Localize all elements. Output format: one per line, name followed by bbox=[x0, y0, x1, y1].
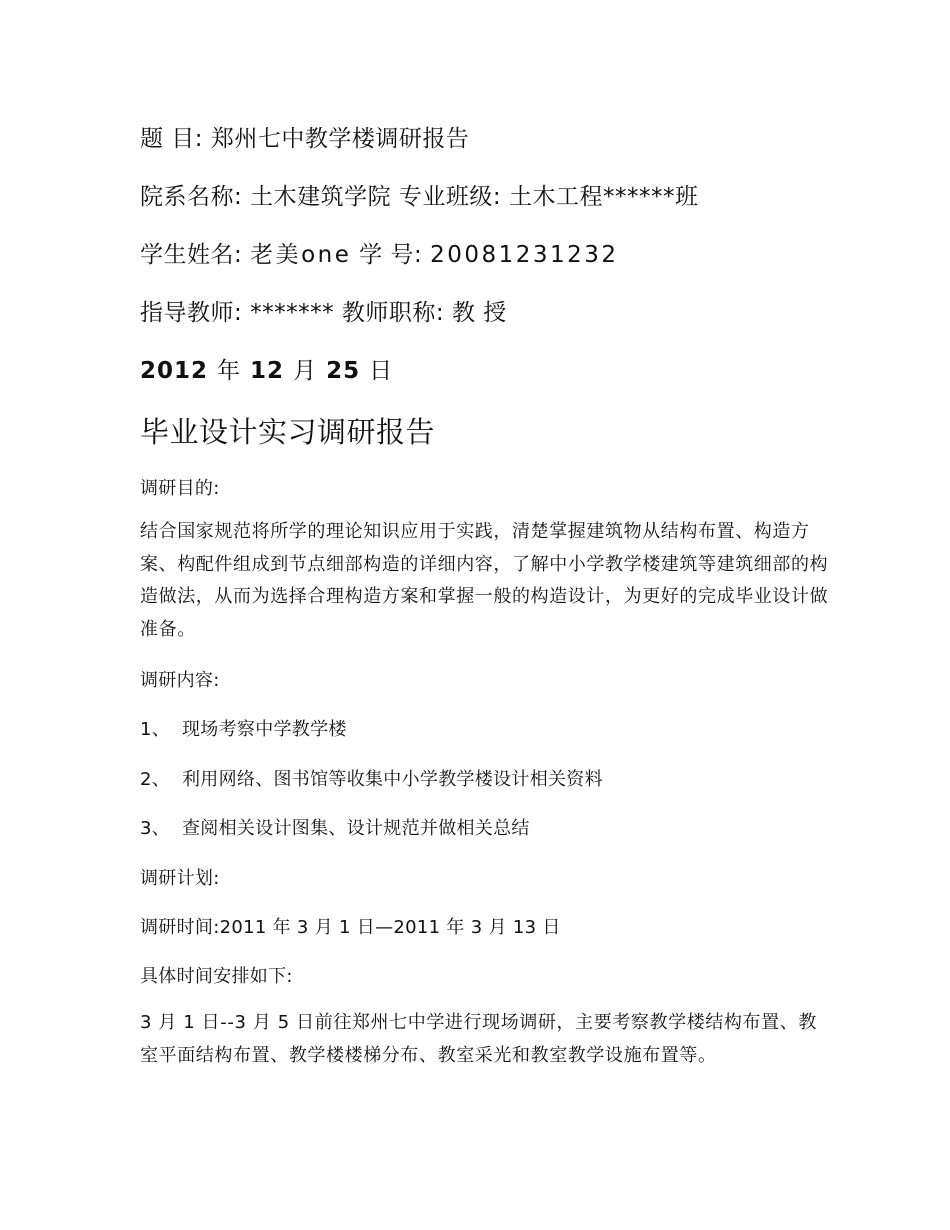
report-title: 毕业设计实习调研报告 bbox=[140, 415, 436, 449]
date-day-unit: 日 bbox=[369, 358, 394, 384]
student-name-label: 学生姓名: bbox=[140, 242, 251, 268]
class-label: 专业班级: bbox=[391, 184, 509, 210]
content-item-text: 查阅相关设计图集、设计规范并做相关总结 bbox=[182, 818, 530, 839]
student-id-label: 学 号: bbox=[351, 242, 431, 268]
advisor-value: ******* bbox=[250, 300, 335, 326]
student-line bbox=[140, 236, 619, 269]
content-item-2 bbox=[140, 765, 603, 791]
rank-label: 教师职称: bbox=[334, 300, 452, 326]
purpose-heading: 调研目的: bbox=[140, 478, 220, 499]
content-item-number: 3、 bbox=[140, 818, 171, 839]
content-item-number: 2、 bbox=[140, 769, 171, 790]
student-id-value: 20081231232 bbox=[430, 242, 619, 268]
date-year: 2012 bbox=[140, 358, 209, 384]
topic-value: 郑州七中教学楼调研报告 bbox=[210, 126, 470, 152]
topic-label: 题 目: bbox=[140, 126, 211, 152]
content-item-number: 1、 bbox=[140, 719, 171, 740]
date-day: 25 bbox=[326, 358, 361, 384]
topic-line bbox=[140, 120, 469, 153]
advisor-line bbox=[140, 294, 507, 327]
student-name-value: 老美one bbox=[250, 242, 352, 268]
plan-time: 调研时间:2011 年 3 月 1 日—2011 年 3 月 13 日 bbox=[140, 917, 561, 938]
report-date bbox=[140, 352, 393, 385]
date-month: 12 bbox=[250, 358, 285, 384]
class-value: 土木工程******班 bbox=[508, 184, 699, 210]
content-item-3 bbox=[140, 814, 530, 840]
content-heading: 调研内容: bbox=[140, 670, 220, 691]
date-year-unit: 年 bbox=[217, 358, 242, 384]
schedule-paragraph: 3 月 1 日--3 月 5 日前往郑州七中学进行现场调研，主要考察教学楼结构布置、教室平面结构布置、教学楼楼梯分布、教室采光和教室教学设施布置等。 bbox=[140, 1012, 817, 1066]
purpose-paragraph: 结合国家规范将所学的理论知识应用于实践，清楚掌握建筑物从结构布置、构造方案、构配件组成到节点细部构造的详细内容，了解中小学教学楼建筑等建筑细部的构造做法，从而为选择合理构造方案和掌握一般的构造设计，为更好的完成毕业设计做准备。 bbox=[140, 521, 829, 640]
plan-heading: 调研计划: bbox=[140, 868, 220, 889]
content-item-text: 现场考察中学教学楼 bbox=[182, 719, 347, 740]
department-label: 院系名称: bbox=[140, 184, 251, 210]
content-item-1 bbox=[140, 715, 347, 741]
content-item-text: 利用网络、图书馆等收集中小学教学楼设计相关资料 bbox=[182, 769, 603, 790]
rank-value: 教 授 bbox=[451, 300, 507, 326]
schedule-heading: 具体时间安排如下: bbox=[140, 966, 293, 987]
date-month-unit: 月 bbox=[293, 358, 318, 384]
advisor-label: 指导教师: bbox=[140, 300, 251, 326]
department-value: 土木建筑学院 bbox=[250, 184, 392, 210]
department-line bbox=[140, 178, 698, 211]
